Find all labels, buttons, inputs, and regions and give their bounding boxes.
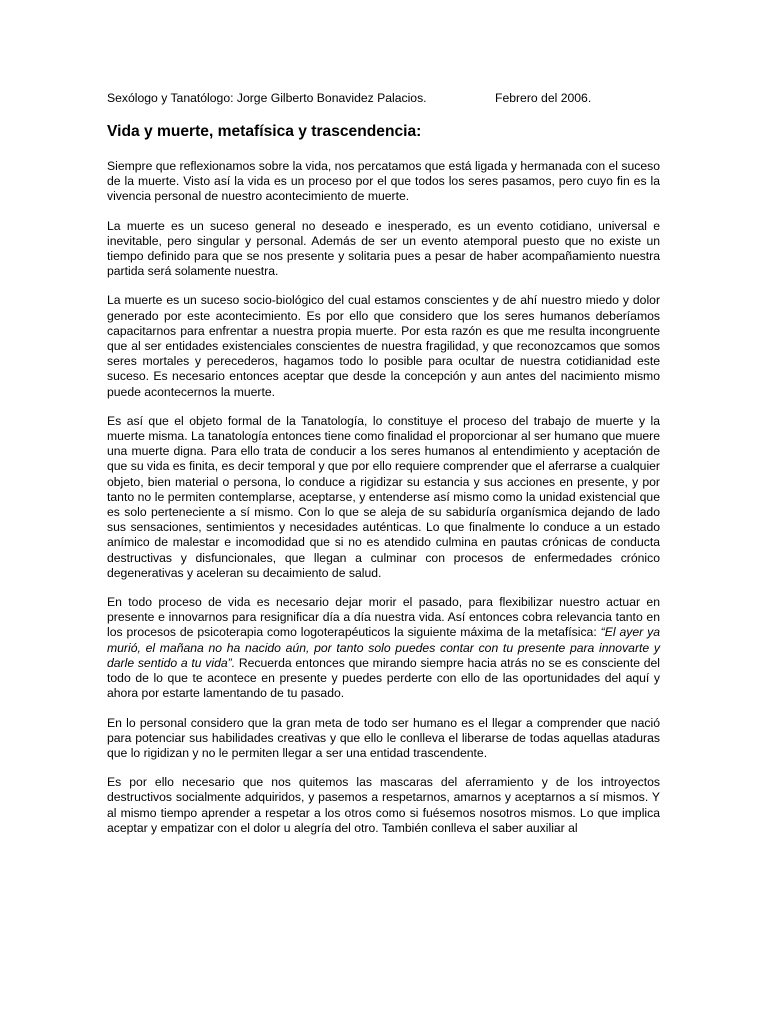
paragraph-2: La muerte es un suceso general no deseado e inesperado, es un evento cotidiano, universal e inevitable, pero singular y personal. Además de ser un evento atemporal puesto que no existe un tiempo definido para que se nos presente y solitaria pues a pesar de haber acompañamiento nuestra partida será solamente nuestra.	[107, 218, 660, 279]
paragraph-1: Siempre que reflexionamos sobre la vida, nos percatamos que está ligada y hermanada con el suceso de la muerte. Visto así la vida es un proceso por el que todos los seres pasamos, pero cuyo fin es la vivencia personal de nuestro acontecimiento de muerte.	[107, 159, 660, 204]
paragraph-5-quote: “El ayer ya murió, el mañana no ha nacido aún, por tanto solo puedes contar con tu presente para innovarte y darle sentido a tu vida”.	[107, 625, 660, 670]
paragraph-5-text-after: Recuerda entonces que mirando siempre hacia atrás no se es consciente del todo de lo que te acontece en presente y puedes perderte con ello de las oportunidades del aquí y ahora por estarte lamentando de tu pasado.	[107, 655, 660, 701]
document-title: Vida y muerte, metafísica y trascendencia:	[107, 123, 422, 140]
document-body	[107, 90, 660, 848]
date-line: Febrero del 2006.	[495, 91, 592, 105]
paragraph-4: Es así que el objeto formal de la Tanatología, lo constituye el proceso del trabajo de muerte y la muerte misma. La tanatología entonces tiene como finalidad el proporcionar al ser humano que muere una muerte digna. Para ello trata de conducir a los seres humanos al entendimiento y aceptación de que su vida es finita, es decir temporal y que por ello requiere comprender que el aferrarse a cualquier objeto, bien material o persona, lo conduce a rigidizar su estancia y sus acciones en presente, y por tanto no le permiten contemplarse, aceptarse, y entenderse así mismo como la unidad existencial que es solo perteneciente a sí mismo. Con lo que se aleja de su sabiduría organísmica dejando de lado sus sensaciones, sentimientos y necesidades auténticas. Lo que finalmente lo conduce a un estado anímico de malestar e incomodidad que si no es atendido culmina en pautas crónicas de conducta destructivas y disfuncionales, que llegan a culminar con procesos de enfermedades crónico degenerativas y aceleran su decaimiento de salud.	[107, 413, 660, 580]
document-header	[107, 90, 660, 106]
paragraph-7: Es por ello necesario que nos quitemos las mascaras del aferramiento y de los introyectos destructivos socialmente adquiridos, y pasemos a respetarnos, amarnos y aceptarnos a sí mismos. Y al mismo tiempo aprender a respetar a los otros como si fuésemos nosotros mismos. Lo que implica aceptar y empatizar con el dolor u alegría del otro. También conlleva el saber auxiliar al	[107, 775, 660, 835]
paragraph-5-text-before: En todo proceso de vida es necesario dejar morir el pasado, para flexibilizar nuestro actuar en presente e innovarnos para resignificar día a día nuestra vida. Así entonces cobra relevancia tanto en los procesos de psicoterapia como logoterapéuticos la siguiente máxima de la metafísica:	[107, 595, 660, 640]
paragraph-5	[107, 595, 660, 701]
paragraph-3: La muerte es un suceso socio-biológico del cual estamos conscientes y de ahí nuestro miedo y dolor generado por este acontecimiento. Es por ello que considero que los seres humanos deberíamos capacitarnos para enfrentar a nuestra propia muerte. Por esta razón es que me resulta incongruente que al ser entidades existenciales conscientes de nuestra fragilidad, y que reconozcamos que somos seres mortales y perecederos, hagamos todo lo posible para ocultar de nuestra cotidianidad este suceso. Es necesario entonces aceptar que desde la concepción y aun antes del nacimiento mismo puede acontecernos la muerte.	[107, 293, 660, 399]
paragraph-6: En lo personal considero que la gran meta de todo ser humano es el llegar a comprender que nació para potenciar sus habilidades creativas y que ello le conlleva el liberarse de todas aquellas ataduras que lo rigidizan y no le permiten llegar a ser una entidad trascendente.	[107, 715, 660, 760]
author-line: Sexólogo y Tanatólogo: Jorge Gilberto Bonavidez Palacios.	[107, 91, 427, 105]
